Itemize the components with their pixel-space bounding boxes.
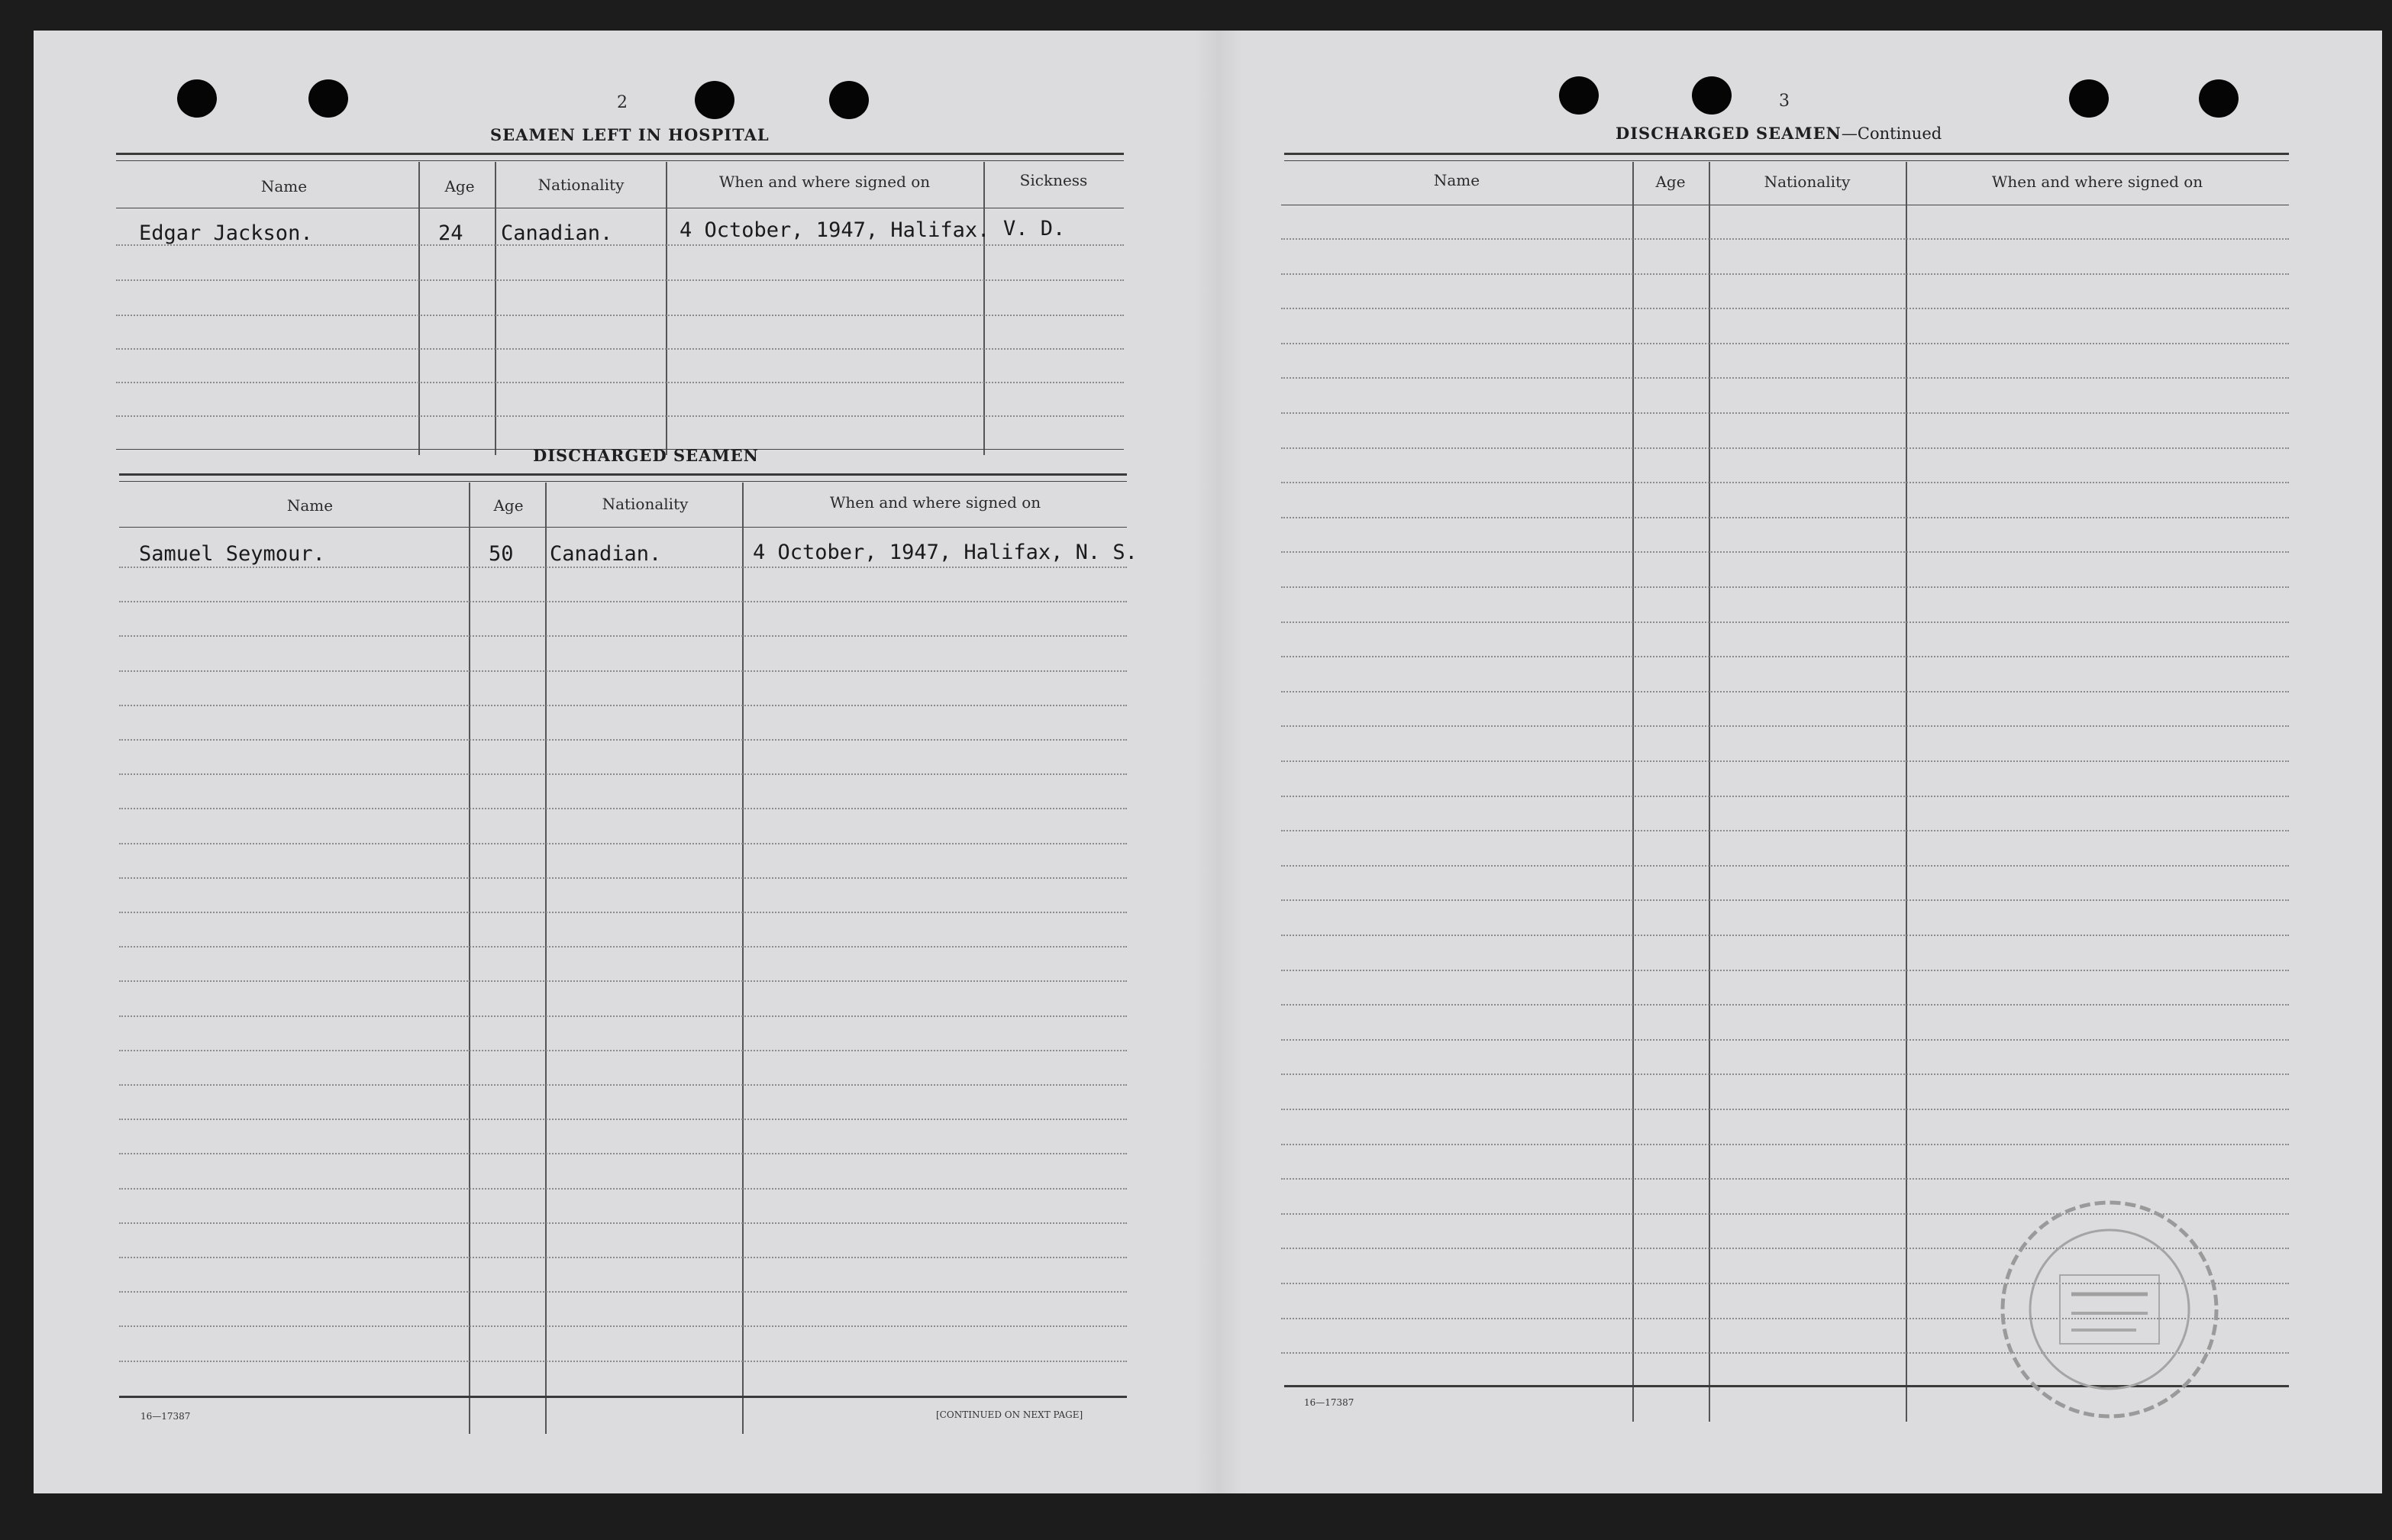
dotted-rule	[116, 244, 1124, 246]
dotted-rule	[1281, 899, 2289, 901]
hospital-sickness: V. D.	[1003, 217, 1066, 241]
column-divider	[666, 162, 667, 455]
dotted-rule	[119, 1015, 1127, 1017]
dotted-rule	[119, 1325, 1127, 1327]
dotted-rule	[1281, 1073, 2289, 1075]
dotted-rule	[116, 348, 1124, 350]
column-header: When and where signed on	[718, 173, 931, 191]
dotted-rule	[1281, 273, 2289, 275]
punch-hole	[695, 81, 734, 119]
dotted-rule	[116, 315, 1124, 316]
dotted-rule	[1281, 343, 2289, 344]
form-number-left: 16—17387	[140, 1411, 191, 1422]
dotted-rule	[1281, 760, 2289, 762]
page-number-right: 3	[1779, 92, 1790, 111]
discharged-name: Samuel Seymour.	[139, 542, 325, 566]
right-title-suffix: —Continued	[1841, 124, 1942, 143]
discharged-age: 50	[489, 542, 514, 566]
dotted-rule	[119, 912, 1127, 913]
form-number-right: 16—17387	[1304, 1397, 1354, 1408]
rule	[1284, 153, 2289, 155]
column-header: Name	[286, 496, 334, 515]
dotted-rule	[1281, 970, 2289, 971]
rule	[119, 527, 1127, 528]
column-divider	[495, 162, 496, 455]
rule	[116, 160, 1124, 161]
dotted-rule	[119, 1188, 1127, 1190]
column-header: Nationality	[1764, 173, 1851, 191]
punch-hole	[1692, 76, 1732, 115]
dotted-rule	[1281, 412, 2289, 414]
dotted-rule	[1281, 517, 2289, 518]
hospital-signed-on: 4 October, 1947, Halifax.	[680, 218, 990, 242]
rule	[1284, 160, 2289, 161]
column-divider	[983, 162, 985, 455]
dotted-rule	[1281, 725, 2289, 727]
right-section-title	[1616, 124, 1942, 143]
dotted-rule	[119, 567, 1127, 568]
rule	[116, 153, 1124, 155]
dotted-rule	[119, 946, 1127, 948]
punch-hole	[308, 79, 348, 118]
column-divider	[1632, 162, 1634, 1422]
dotted-rule	[1281, 865, 2289, 867]
dotted-rule	[119, 1050, 1127, 1051]
dotted-rule	[119, 1119, 1127, 1120]
column-header: Age	[1655, 173, 1686, 191]
dotted-rule	[1281, 551, 2289, 553]
dotted-rule	[119, 1222, 1127, 1224]
hospital-name: Edgar Jackson.	[139, 221, 313, 245]
punch-hole	[1559, 76, 1599, 115]
dotted-rule	[119, 773, 1127, 775]
column-header: When and where signed on	[1991, 173, 2203, 191]
column-divider	[1709, 162, 1710, 1422]
dotted-rule	[119, 1084, 1127, 1086]
discharged-signed-on: 4 October, 1947, Halifax, N. S.	[753, 541, 1138, 564]
dotted-rule	[1281, 482, 2289, 483]
dotted-rule	[116, 279, 1124, 281]
dotted-rule	[1281, 1109, 2289, 1110]
page-number-left: 2	[617, 93, 628, 112]
hospital-section-title: SEAMEN LEFT IN HOSPITAL	[490, 125, 770, 144]
postal-stamp-image	[1984, 1183, 2235, 1435]
dotted-rule	[1281, 377, 2289, 379]
dotted-rule	[1281, 238, 2289, 240]
dotted-rule	[119, 739, 1127, 741]
dotted-rule	[1281, 830, 2289, 831]
dotted-rule	[116, 415, 1124, 417]
dotted-rule	[1281, 796, 2289, 797]
rule	[119, 1396, 1127, 1398]
column-header: Name	[260, 177, 308, 195]
dotted-rule	[119, 877, 1127, 879]
rule	[119, 481, 1127, 482]
dotted-rule	[116, 382, 1124, 383]
document-sheet	[34, 31, 2382, 1493]
dotted-rule	[119, 635, 1127, 637]
dotted-rule	[1281, 935, 2289, 936]
dotted-rule	[1281, 1144, 2289, 1145]
discharged-nationality: Canadian.	[550, 542, 662, 566]
dotted-rule	[1281, 621, 2289, 623]
punch-hole	[2069, 79, 2109, 118]
column-header: Nationality	[602, 495, 689, 513]
dotted-rule	[1281, 308, 2289, 309]
dotted-rule	[1281, 691, 2289, 693]
dotted-rule	[119, 1153, 1127, 1154]
dotted-rule	[1281, 1004, 2289, 1006]
column-header: When and where signed on	[829, 493, 1041, 512]
dotted-rule	[1281, 586, 2289, 588]
column-header: Name	[1433, 171, 1480, 189]
dotted-rule	[119, 1291, 1127, 1293]
hospital-nationality: Canadian.	[501, 221, 613, 245]
column-header: Age	[444, 177, 475, 195]
dotted-rule	[1281, 656, 2289, 657]
dotted-rule	[119, 980, 1127, 982]
dotted-rule	[119, 843, 1127, 844]
column-header: Nationality	[537, 176, 625, 194]
dotted-rule	[119, 1257, 1127, 1258]
dotted-rule	[119, 670, 1127, 672]
dotted-rule	[119, 705, 1127, 706]
dotted-rule	[1281, 1039, 2289, 1041]
rule	[119, 473, 1127, 476]
dotted-rule	[119, 1361, 1127, 1362]
column-header: Sickness	[1019, 171, 1088, 189]
column-header: Age	[493, 496, 524, 515]
column-divider	[418, 162, 420, 455]
discharged-section-title: DISCHARGED SEAMEN	[533, 446, 759, 465]
dotted-rule	[1281, 447, 2289, 449]
dotted-rule	[119, 808, 1127, 809]
column-divider	[1906, 162, 1907, 1422]
page-fold	[1194, 31, 1243, 1493]
hospital-age: 24	[438, 221, 463, 245]
punch-hole	[829, 81, 869, 119]
continued-note: [CONTINUED ON NEXT PAGE]	[936, 1409, 1083, 1420]
punch-hole	[2199, 79, 2239, 118]
right-title-main: DISCHARGED SEAMEN	[1616, 124, 1842, 143]
dotted-rule	[1281, 1178, 2289, 1180]
punch-hole	[177, 79, 217, 118]
dotted-rule	[119, 601, 1127, 602]
